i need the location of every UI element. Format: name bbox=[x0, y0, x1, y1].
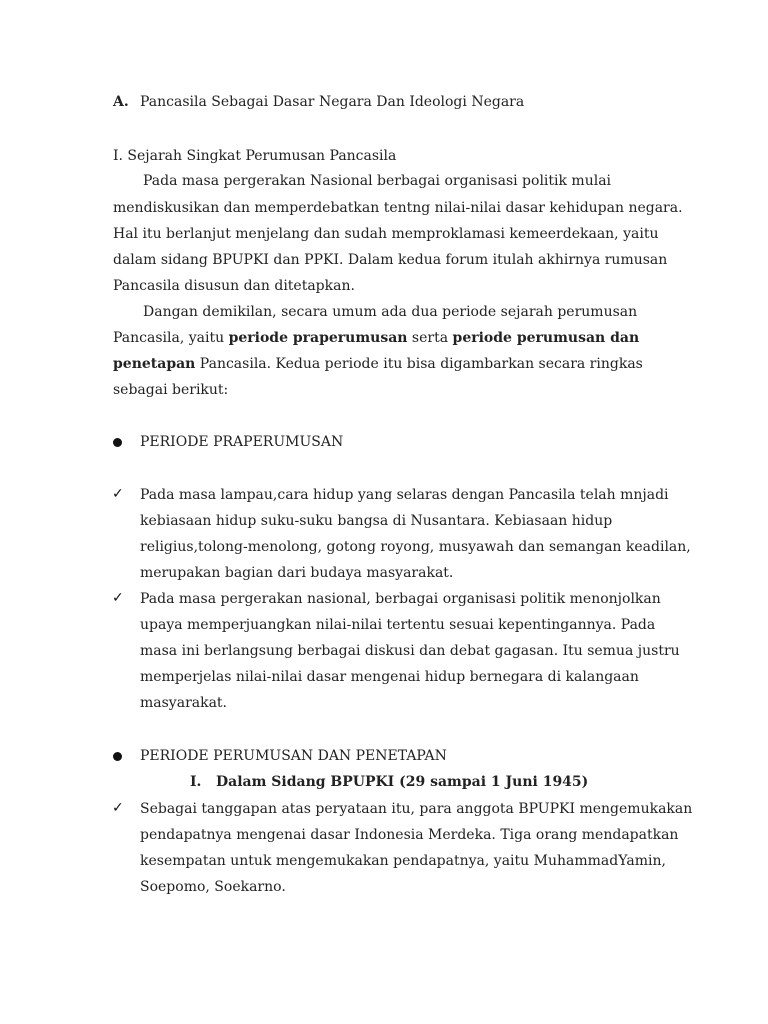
perumusan-sub-marker: I. bbox=[190, 774, 202, 790]
section-title: Pancasila Sebagai Dasar Negara Dan Ideologi Negara bbox=[140, 94, 525, 110]
paragraph2-bold: penetapan bbox=[113, 356, 196, 372]
paragraph1-line: dalam sidang BPUPKI dan PPKI. Dalam kedua forum itulah akhirnya rumusan bbox=[113, 252, 668, 268]
list-item-line: masyarakat. bbox=[140, 695, 228, 711]
bullet-dot-icon bbox=[113, 752, 122, 761]
paragraph2-bold: periode perumusan dan bbox=[452, 330, 640, 346]
list-item-line: Soepomo, Soekarno. bbox=[140, 879, 286, 895]
paragraph2-text: Pancasila. Kedua periode itu bisa digambarkan secara ringkas bbox=[195, 356, 643, 372]
paragraph1-line: Pada masa pergerakan Nasional berbagai organisasi politik mulai bbox=[143, 173, 612, 189]
list-item-line: pendapatnya mengenai dasar Indonesia Merdeka. Tiga orang mendapatkan bbox=[140, 827, 679, 843]
paragraph2-text: serta bbox=[407, 330, 453, 346]
section-marker: A. bbox=[113, 94, 129, 110]
paragraph2-line: sebagai berikut: bbox=[113, 382, 229, 398]
bullet-dot-icon bbox=[113, 438, 122, 447]
paragraph2-line bbox=[113, 328, 639, 348]
paragraph1-line: Hal itu berlanjut menjelang dan sudah memproklamasi kemeerdekaan, yaitu bbox=[113, 226, 659, 242]
paragraph2-line: Dangan demikilan, secara umum ada dua periode sejarah perumusan bbox=[143, 304, 638, 320]
list-item-line: religius,tolong-menolong, gotong royong, musyawah dan semangan keadilan, bbox=[140, 539, 691, 555]
list-item-line: upaya memperjuangkan nilai-nilai tertentu sesuai kepentingannya. Pada bbox=[140, 617, 656, 633]
list-item-line: Sebagai tanggapan atas peryataan itu, para anggota BPUPKI mengemukakan bbox=[140, 801, 693, 817]
list-item-line: Pada masa pergerakan nasional, berbagai organisasi politik menonjolkan bbox=[140, 591, 661, 607]
checkmark-icon: ✓ bbox=[112, 800, 124, 816]
paragraph1-line: mendiskusikan dan memperdebatkan tentng nilai-nilai dasar kehidupan negara. bbox=[113, 200, 683, 216]
checkmark-icon: ✓ bbox=[112, 486, 124, 502]
checkmark-icon: ✓ bbox=[112, 590, 124, 606]
list-item-line: masa ini berlangsung berbagai diskusi dan debat gagasan. Itu semua justru bbox=[140, 643, 680, 659]
paragraph2-text: Pancasila, yaitu bbox=[113, 330, 229, 346]
subsection-title: I. Sejarah Singkat Perumusan Pancasila bbox=[113, 148, 397, 164]
paragraph2-bold: periode praperumusan bbox=[228, 330, 408, 346]
perumusan-sub-title: Dalam Sidang BPUPKI (29 sampai 1 Juni 1945) bbox=[216, 774, 589, 790]
list-item-line: kebiasaan hidup suku-suku bangsa di Nusantara. Kebiasaan hidup bbox=[140, 513, 613, 529]
paragraph2-line bbox=[113, 354, 643, 374]
list-item-line: kesempatan untuk mengemukakan pendapatnya, yaitu MuhammadYamin, bbox=[140, 853, 666, 869]
paragraph1-line: Pancasila disusun dan ditetapkan. bbox=[113, 278, 355, 294]
list-item-line: merupakan bagian dari budaya masyarakat. bbox=[140, 565, 454, 581]
praperumusan-heading: PERIODE PRAPERUMUSAN bbox=[140, 434, 344, 450]
list-item-line: Pada masa lampau,cara hidup yang selaras dengan Pancasila telah mnjadi bbox=[140, 487, 669, 503]
list-item-line: memperjelas nilai-nilai dasar mengenai hidup bernegara di kalangaan bbox=[140, 669, 639, 685]
perumusan-heading: PERIODE PERUMUSAN DAN PENETAPAN bbox=[140, 748, 447, 764]
